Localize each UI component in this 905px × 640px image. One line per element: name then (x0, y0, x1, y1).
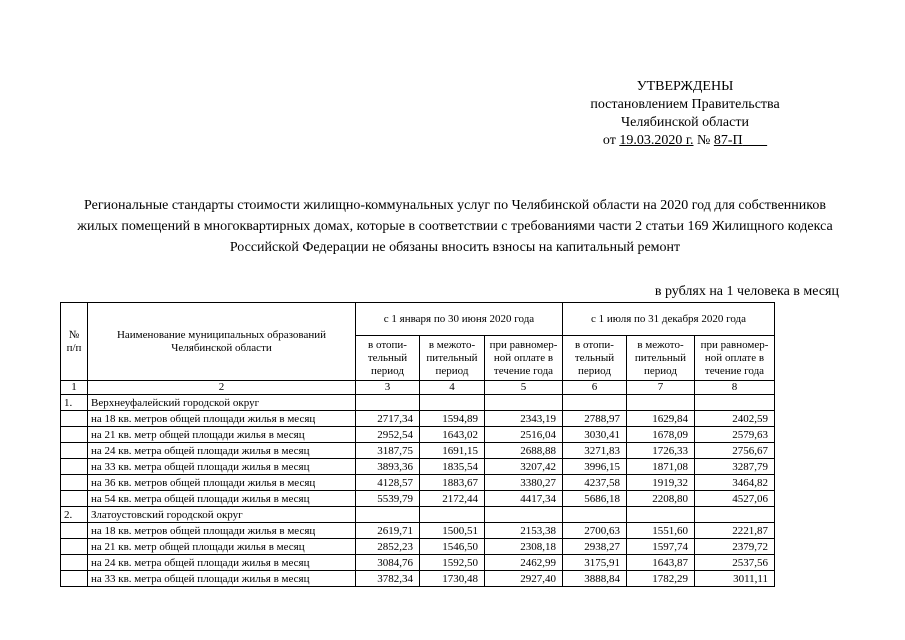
column-index: 3 (356, 381, 420, 395)
value-cell: 3464,82 (695, 475, 775, 491)
value-cell: 2537,56 (695, 555, 775, 571)
empty-cell (61, 411, 88, 427)
value-cell: 1629,84 (627, 411, 695, 427)
table-row (61, 411, 775, 427)
value-cell: 1678,09 (627, 427, 695, 443)
header-municipality: Наименование муниципальных образований Челябинской области (88, 303, 356, 381)
value-cell: 1871,08 (627, 459, 695, 475)
value-cell: 3287,79 (695, 459, 775, 475)
table-row (61, 443, 775, 459)
table-row (61, 555, 775, 571)
row-area-label: на 33 кв. метра общей площади жилья в месяц (88, 459, 356, 475)
value-cell: 1643,02 (420, 427, 485, 443)
value-cell: 3782,34 (356, 571, 420, 587)
row-area-label: на 36 кв. метров общей площади жилья в месяц (88, 475, 356, 491)
approval-number-prefix: № (696, 133, 711, 148)
value-cell: 2579,63 (695, 427, 775, 443)
value-cell: 3030,41 (563, 427, 627, 443)
empty-cell (61, 443, 88, 459)
row-area-label: на 18 кв. метров общей площади жилья в месяц (88, 411, 356, 427)
table-row (61, 571, 775, 587)
approval-date: 19.03.2020 г. (619, 133, 694, 148)
row-area-label: на 54 кв. метра общей площади жилья в месяц (88, 491, 356, 507)
value-cell: 1726,33 (627, 443, 695, 459)
value-cell: 4237,58 (563, 475, 627, 491)
value-cell: 1597,74 (627, 539, 695, 555)
value-cell: 3271,83 (563, 443, 627, 459)
empty-cell (627, 507, 695, 523)
empty-cell (61, 459, 88, 475)
row-area-label: на 24 кв. метра общей площади жилья в месяц (88, 443, 356, 459)
row-area-label: на 33 кв. метра общей площади жилья в месяц (88, 571, 356, 587)
column-index: 8 (695, 381, 775, 395)
group-name: Верхнеуфалейский городской округ (88, 395, 356, 411)
value-cell: 2756,67 (695, 443, 775, 459)
empty-cell (61, 571, 88, 587)
value-cell: 1835,54 (420, 459, 485, 475)
table-row (61, 539, 775, 555)
header-sub-8: при равномер-ной оплате в течение года (695, 336, 775, 381)
group-number: 1. (61, 395, 88, 411)
value-cell: 1782,29 (627, 571, 695, 587)
value-cell: 1551,60 (627, 523, 695, 539)
value-cell: 2379,72 (695, 539, 775, 555)
value-cell: 5539,79 (356, 491, 420, 507)
value-cell: 3207,42 (485, 459, 563, 475)
document-title: Региональные стандарты стоимости жилищно-коммунальных услуг по Челябинской области на 2020 год для собственников жилых помещений в многоквартирных домах, которые в соответствии с требованиями части 2 статьи 169 Жилищного кодекса Российской Федерации не обязаны вносить взносы на капитальный ремонт (77, 198, 833, 255)
value-cell: 5686,18 (563, 491, 627, 507)
value-cell: 4128,57 (356, 475, 420, 491)
header-number: № п/п (61, 303, 88, 381)
column-index: 6 (563, 381, 627, 395)
value-cell: 2852,23 (356, 539, 420, 555)
value-cell: 2308,18 (485, 539, 563, 555)
row-area-label: на 21 кв. метр общей площади жилья в месяц (88, 539, 356, 555)
approval-number: 87-П (713, 133, 743, 148)
header-period-2: с 1 июля по 31 декабря 2020 года (563, 303, 775, 336)
value-cell: 3187,75 (356, 443, 420, 459)
value-cell: 2700,63 (563, 523, 627, 539)
value-cell: 2688,88 (485, 443, 563, 459)
empty-cell (485, 395, 563, 411)
value-cell: 2343,19 (485, 411, 563, 427)
table-row (61, 459, 775, 475)
empty-cell (356, 507, 420, 523)
table-row (61, 475, 775, 491)
unit-label: в рублях на 1 человека в месяц (654, 284, 839, 299)
column-index: 1 (61, 381, 88, 395)
value-cell: 2208,80 (627, 491, 695, 507)
header-sub-4: в межото-пительный период (420, 336, 485, 381)
approval-block (560, 78, 810, 150)
empty-cell (695, 395, 775, 411)
value-cell: 1730,48 (420, 571, 485, 587)
group-name: Златоустовский городской округ (88, 507, 356, 523)
column-index: 5 (485, 381, 563, 395)
empty-cell (61, 523, 88, 539)
value-cell: 4527,06 (695, 491, 775, 507)
value-cell: 3996,15 (563, 459, 627, 475)
empty-cell (356, 395, 420, 411)
value-cell: 2221,87 (695, 523, 775, 539)
approval-heading: УТВЕРЖДЕНЫ (636, 79, 734, 94)
value-cell: 2172,44 (420, 491, 485, 507)
empty-cell (61, 539, 88, 555)
column-index: 2 (88, 381, 356, 395)
empty-cell (61, 427, 88, 443)
value-cell: 3893,36 (356, 459, 420, 475)
value-cell: 1594,89 (420, 411, 485, 427)
empty-cell (420, 507, 485, 523)
header-period-1: с 1 января по 30 июня 2020 года (356, 303, 563, 336)
empty-cell (61, 491, 88, 507)
group-row (61, 507, 775, 523)
approval-date-line (560, 132, 810, 150)
value-cell: 1500,51 (420, 523, 485, 539)
value-cell: 1592,50 (420, 555, 485, 571)
value-cell: 3011,11 (695, 571, 775, 587)
approval-line-decree: постановлением Правительства (590, 97, 780, 112)
empty-cell (420, 395, 485, 411)
value-cell: 2952,54 (356, 427, 420, 443)
approval-line-region: Челябинской области (621, 115, 749, 130)
header-sub-7: в межото-пительный период (627, 336, 695, 381)
value-cell: 1643,87 (627, 555, 695, 571)
value-cell: 2938,27 (563, 539, 627, 555)
group-number: 2. (61, 507, 88, 523)
value-cell: 2619,71 (356, 523, 420, 539)
table-row (61, 427, 775, 443)
column-index: 7 (627, 381, 695, 395)
empty-cell (563, 395, 627, 411)
value-cell: 3888,84 (563, 571, 627, 587)
value-cell: 3380,27 (485, 475, 563, 491)
approval-date-prefix: от (602, 133, 616, 148)
table-row (61, 523, 775, 539)
column-index: 4 (420, 381, 485, 395)
value-cell: 2153,38 (485, 523, 563, 539)
standards-table (60, 302, 775, 587)
value-cell: 3175,91 (563, 555, 627, 571)
empty-cell (695, 507, 775, 523)
empty-cell (485, 507, 563, 523)
value-cell: 2788,97 (563, 411, 627, 427)
group-row (61, 395, 775, 411)
header-sub-5: при равномер-ной оплате в течение года (485, 336, 563, 381)
value-cell: 2402,59 (695, 411, 775, 427)
row-area-label: на 21 кв. метр общей площади жилья в месяц (88, 427, 356, 443)
value-cell: 2927,40 (485, 571, 563, 587)
value-cell: 2717,34 (356, 411, 420, 427)
empty-cell (61, 475, 88, 491)
table-row (61, 491, 775, 507)
value-cell: 1883,67 (420, 475, 485, 491)
header-sub-6: в отопи-тельный период (563, 336, 627, 381)
value-cell: 3084,76 (356, 555, 420, 571)
value-cell: 1691,15 (420, 443, 485, 459)
empty-cell (61, 555, 88, 571)
value-cell: 2462,99 (485, 555, 563, 571)
row-area-label: на 18 кв. метров общей площади жилья в месяц (88, 523, 356, 539)
header-sub-3: в отопи-тельный период (356, 336, 420, 381)
row-area-label: на 24 кв. метра общей площади жилья в месяц (88, 555, 356, 571)
empty-cell (563, 507, 627, 523)
value-cell: 4417,34 (485, 491, 563, 507)
empty-cell (627, 395, 695, 411)
value-cell: 1919,32 (627, 475, 695, 491)
value-cell: 2516,04 (485, 427, 563, 443)
value-cell: 1546,50 (420, 539, 485, 555)
